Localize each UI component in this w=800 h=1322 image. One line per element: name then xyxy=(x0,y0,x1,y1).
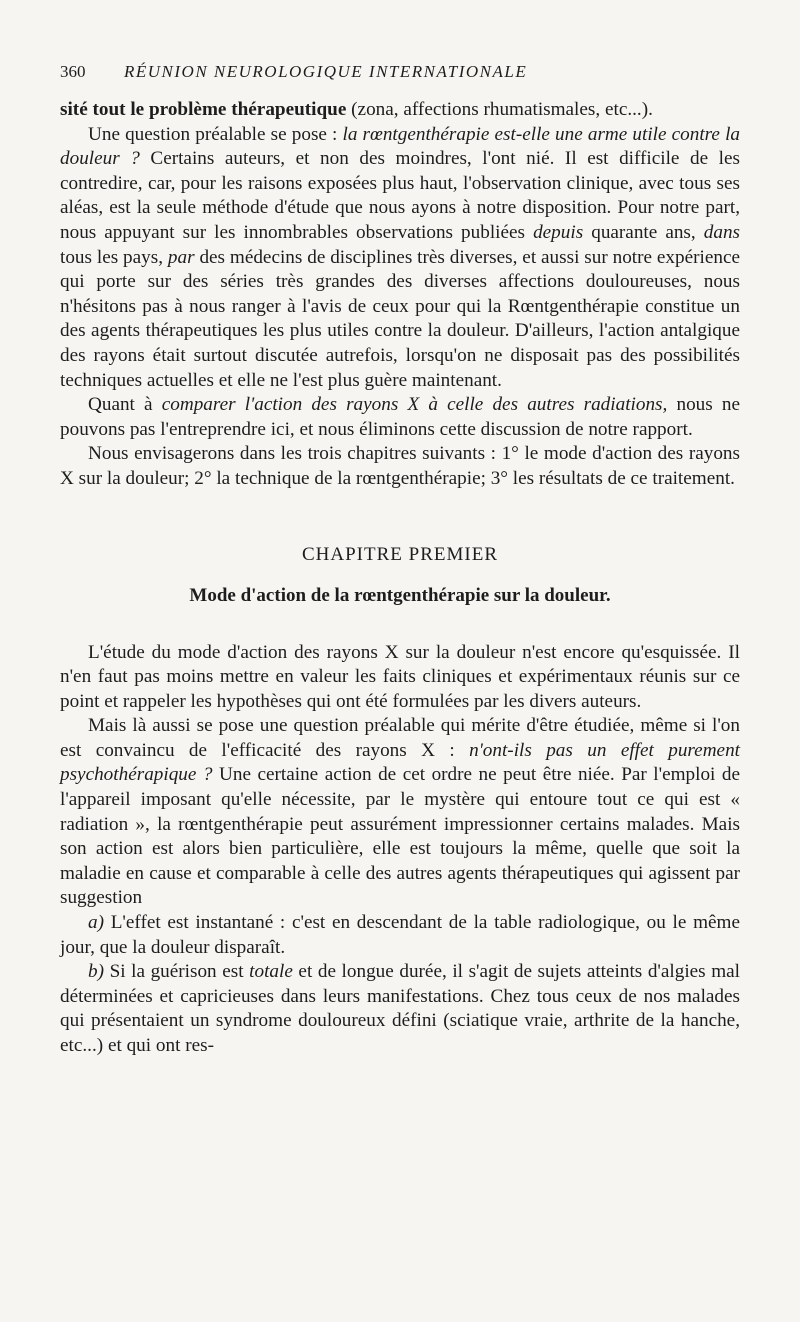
text-run: des médecins de disciplines très diverses, et aussi sur notre expérience qui porte sur des séries très grandes des diverses affections douloureuses, nous n'hésitons pas à nous ranger à l'avis de ceux pour qui la Rœntgenthérapie constitue un des agents thérapeutiques les plus utiles contre la douleur. D'ailleurs, l'action antalgique des rayons était surtout discutée autrefois, lorsqu'on ne disposait pas des possibilités techniques actuelles et elle ne l'est plus guère maintenant. xyxy=(60,246,740,391)
text-run: quarante ans, xyxy=(583,221,704,243)
italic-word: dans xyxy=(703,221,740,243)
italic-phrase: comparer l'action des rayons X à celle des autres radiations, xyxy=(161,394,668,416)
italic-word: depuis xyxy=(533,221,584,243)
italic-question: n'ont-ils pas un effet purement psychothérapique ? xyxy=(60,739,740,786)
chapter-subtitle: Mode d'action de la rœntgenthérapie sur la douleur. xyxy=(189,584,611,606)
text-run: tous les pays, xyxy=(60,246,168,268)
bold-phrase: sité tout le problème thérapeutique xyxy=(60,99,347,120)
text-run: Certains auteurs, et non des moindres, l'ont nié. Il est difficile de les contredire, car, pour les raisons exposées plus haut, l'observation clinique, avec tous ses aléas, est la seule méthode d'étude que nous ayons à notre disposition. Pour notre part, nous appuyant sur les innombrables observations publiées xyxy=(60,148,740,243)
body-paragraph-4 xyxy=(60,960,740,1058)
text-run: et de longue durée, il s'agit de sujets atteints d'algies mal déterminées et capricieuses dans leurs manifestations. Chez tous ceux de nos malades qui présentaient un syndrome douloureux défini (sciatique vraie, arthrite de la hanche, etc...) et qui ont res- xyxy=(60,961,740,1056)
list-label: a) xyxy=(88,912,104,934)
italic-word: par xyxy=(167,246,195,268)
intro-paragraph-4: Nous envisagerons dans les trois chapitres suivants : 1° le mode d'action des rayons X sur la douleur; 2° la technique de la rœntgenthérapie; 3° les résultats de ce traitement. xyxy=(60,443,740,489)
intro-paragraph-1 xyxy=(60,98,740,123)
body-paragraph-2 xyxy=(60,714,740,911)
italic-question: la rœntgenthérapie est-elle une arme utile contre la douleur ? xyxy=(60,123,740,170)
text-run: nous ne pouvons pas l'entreprendre ici, et nous éliminons cette discussion de notre rapport. xyxy=(60,394,740,440)
text-run: Une certaine action de cet ordre ne peut être niée. Par l'emploi de l'appareil imposant qu'elle nécessite, par le mystère qui entoure tout ce qui est « radiation », la rœntgenthérapie peut assurément impressionner certains malades. Mais son action est alors bien particulière, elle est toujours la même, quelle que soit la maladie en cause et comparable à celle des autres agents thérapeutiques qui agissent par suggestion xyxy=(60,764,740,909)
text-run: L'effet est instantané : c'est en descendant de la table radiologique, ou le même jour, que la douleur disparaît. xyxy=(60,912,740,958)
text-run: Quant à xyxy=(88,394,162,416)
running-head: RÉUNION NEUROLOGIQUE INTERNATIONALE xyxy=(124,62,528,81)
chapter-title: CHAPITRE PREMIER xyxy=(302,543,498,565)
intro-paragraph-3 xyxy=(60,393,740,442)
text-run: Si la guérison est xyxy=(103,961,250,983)
body-paragraph-1: L'étude du mode d'action des rayons X sur la douleur n'est encore qu'esquissée. Il n'en faut pas moins mettre en valeur les faits cliniques et expérimentaux réunis sur ce point et rappeler les hypothèses qui ont été formulées par les divers auteurs. xyxy=(60,641,740,712)
list-label: b) xyxy=(88,961,104,983)
text-run: (zona, affections rhumatismales, etc...). xyxy=(346,99,653,120)
intro-paragraph-2 xyxy=(60,123,740,394)
page-header xyxy=(60,62,740,90)
text-run: Mais là aussi se pose une question préalable qui mérite d'être étudiée, même si l'on est convaincu de l'efficacité des rayons X : xyxy=(60,715,740,761)
book-page xyxy=(60,62,740,1059)
body-paragraph-3 xyxy=(60,911,740,960)
text-run: Une question préalable se pose : xyxy=(88,123,343,145)
italic-word: totale xyxy=(249,961,293,983)
page-number: 360 xyxy=(60,62,86,81)
